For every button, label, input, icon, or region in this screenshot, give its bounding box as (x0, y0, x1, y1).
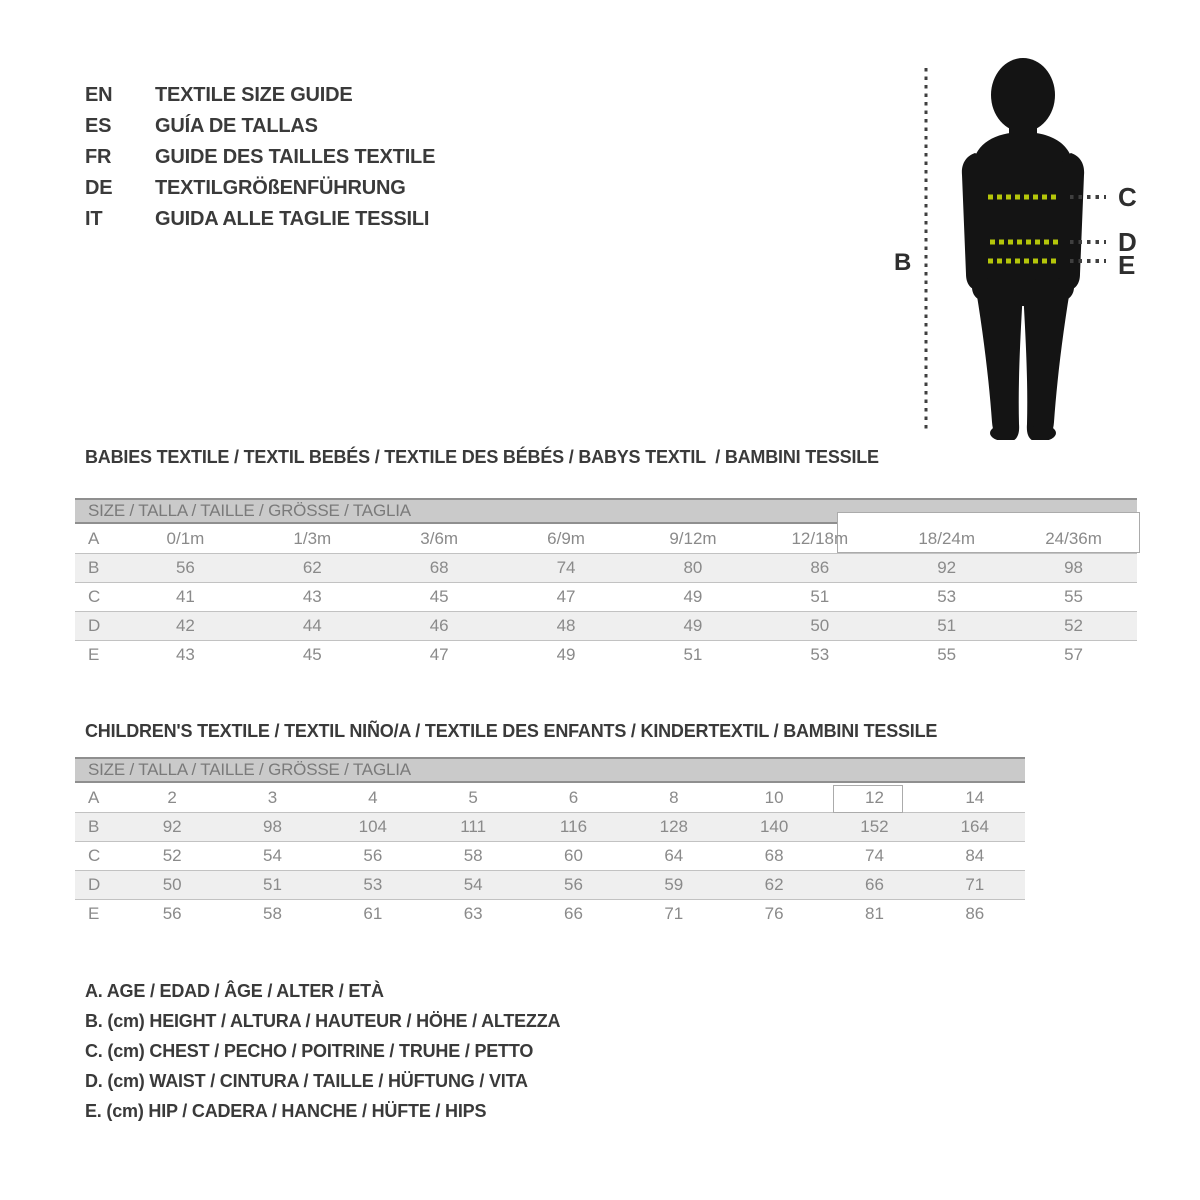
table-cell: 49 (683, 616, 703, 635)
table-cell: 45 (302, 645, 322, 664)
language-code: FR (85, 146, 112, 168)
table-cell: 51 (263, 875, 282, 894)
table-row-height (75, 812, 1025, 841)
table-cell: 54 (463, 875, 483, 894)
table-cell: 4 (368, 787, 378, 807)
table-cell: 50 (162, 875, 182, 894)
height-label-b: B (894, 249, 912, 276)
table-cell: 56 (162, 904, 182, 923)
language-row-en (85, 80, 435, 111)
table-cell: 52 (1064, 616, 1084, 635)
language-title: TEXTILE SIZE GUIDE (155, 84, 353, 106)
table-cell: 63 (463, 904, 483, 923)
legend-line-waist: D. (cm) WAIST / CINTURA / TAILLE / HÜFTUNG / VITA (85, 1070, 528, 1091)
table-cell: 3/6m (420, 528, 459, 548)
table-cell: 92 (162, 817, 182, 836)
table-cell: 116 (559, 817, 588, 836)
waist-label-d: D (1118, 227, 1137, 257)
table-cell: 57 (1064, 645, 1084, 664)
size-header-label: SIZE / TALLA / TAILLE / GRÖSSE / TAGLIA (88, 501, 411, 520)
table-cell: 51 (937, 616, 957, 635)
legend-line-chest: C. (cm) CHEST / PECHO / POITRINE / TRUHE / PETTO (85, 1040, 534, 1061)
children-section-title: CHILDREN'S TEXTILE / TEXTIL NIÑO/A / TEXTILE DES ENFANTS / KINDERTEXTIL / BAMBINI TESSILE (85, 721, 938, 741)
language-list (85, 80, 435, 235)
row-label: A (88, 787, 100, 807)
table-cell: 42 (175, 616, 195, 635)
table-cell: 60 (564, 846, 583, 865)
row-label: C (88, 846, 101, 865)
table-cell: 54 (263, 846, 282, 865)
table-cell: 53 (363, 875, 383, 894)
table-cell: 56 (363, 846, 383, 865)
language-code: EN (85, 84, 113, 106)
legend-line-age: A. AGE / EDAD / ÂGE / ALTER / ETÀ (85, 980, 384, 1001)
table-row-hip (75, 640, 1137, 669)
table-cell: 50 (810, 616, 830, 635)
table-cell: 56 (564, 875, 583, 894)
measurement-legend (85, 976, 560, 1126)
table-cell: 5 (468, 787, 478, 807)
table-cell: 46 (429, 616, 449, 635)
table-cell: 61 (363, 904, 383, 923)
row-label: D (88, 875, 101, 894)
children-size-table (75, 757, 1025, 928)
language-code: DE (85, 177, 113, 199)
size-header-label: SIZE / TALLA / TAILLE / GRÖSSE / TAGLIA (88, 760, 411, 779)
table-cell: 74 (556, 558, 576, 577)
legend-line-hip: E. (cm) HIP / CADERA / HANCHE / HÜFTE / HIPS (85, 1100, 487, 1121)
hip-label-e: E (1118, 250, 1136, 280)
table-cell: 3 (267, 787, 278, 807)
table-cell: 48 (556, 616, 576, 635)
table-cell: 9/12m (669, 528, 717, 548)
table-cell: 8 (669, 787, 679, 807)
language-title: TEXTILGRÖßENFÜHRUNG (155, 177, 406, 199)
table-cell: 111 (460, 817, 487, 836)
table-cell: 140 (759, 817, 789, 836)
table-cell: 43 (175, 645, 195, 664)
table-cell: 86 (810, 558, 830, 577)
table-row-hip (75, 899, 1025, 928)
language-row-it (85, 204, 435, 235)
table-cell: 6/9m (547, 528, 585, 548)
table-cell: 58 (463, 846, 483, 865)
table-cell: 2 (167, 787, 177, 807)
table-row-waist (75, 870, 1025, 899)
table-cell: 0/1m (166, 528, 205, 548)
table-cell: 12/18m (791, 528, 849, 548)
table-cell: 92 (937, 558, 957, 577)
row-label: E (88, 645, 100, 664)
table-cell: 64 (664, 846, 684, 865)
table-cell: 47 (429, 645, 449, 664)
table-cell: 80 (683, 558, 703, 577)
legend-line-height: B. (cm) HEIGHT / ALTURA / HAUTEUR / HÖHE / ALTEZZA (85, 1010, 561, 1031)
table-cell: 52 (162, 846, 182, 865)
language-row-es (85, 111, 435, 142)
table-cell: 68 (764, 846, 784, 865)
row-label: B (88, 558, 100, 577)
chest-label-c: C (1118, 182, 1137, 212)
table-cell: 41 (175, 587, 195, 606)
babies-section-title: BABIES TEXTILE / TEXTIL BEBÉS / TEXTILE DES BÉBÉS / BABYS TEXTIL / BAMBINI TESSILE (85, 447, 879, 467)
table-cell: 76 (764, 904, 784, 923)
table-cell: 164 (960, 817, 989, 836)
table-cell: 84 (965, 846, 985, 865)
language-code: ES (85, 115, 112, 137)
table-cell: 66 (865, 875, 884, 894)
language-title: GUÍA DE TALLAS (155, 115, 318, 137)
table-cell: 66 (564, 904, 583, 923)
table-cell: 1/3m (293, 528, 332, 548)
child-silhouette-diagram (880, 50, 1160, 440)
table-cell: 6 (568, 787, 579, 807)
children-table-header (75, 757, 1025, 783)
table-cell: 62 (764, 875, 784, 894)
table-cell: 59 (664, 875, 684, 894)
table-cell: 12 (865, 787, 884, 807)
table-row-waist (75, 611, 1137, 640)
table-row-chest (75, 582, 1137, 611)
row-label: C (88, 587, 101, 606)
row-label: B (88, 817, 100, 836)
child-silhouette-icon (962, 58, 1084, 440)
row-label: D (88, 616, 101, 635)
table-cell: 14 (965, 787, 985, 807)
table-cell: 51 (683, 645, 703, 664)
table-cell: 74 (865, 846, 884, 865)
table-cell: 53 (937, 587, 957, 606)
table-cell: 55 (1064, 587, 1084, 606)
table-cell: 49 (683, 587, 703, 606)
language-code: IT (85, 208, 103, 230)
table-cell: 10 (764, 787, 784, 807)
table-cell: 45 (429, 587, 449, 606)
table-cell: 98 (1064, 558, 1084, 577)
table-cell: 68 (429, 558, 449, 577)
table-cell: 104 (358, 817, 387, 836)
table-cell: 51 (810, 587, 830, 606)
language-row-de (85, 173, 435, 204)
language-row-fr (85, 142, 435, 173)
table-cell: 43 (302, 587, 322, 606)
table-cell: 55 (937, 645, 957, 664)
table-cell: 86 (965, 904, 985, 923)
table-cell: 81 (865, 904, 884, 923)
row-label: A (88, 528, 100, 548)
table-cell: 56 (175, 558, 195, 577)
table-cell: 71 (664, 904, 684, 923)
table-cell: 128 (659, 817, 688, 836)
table-row-height (75, 553, 1137, 582)
language-title: GUIDE DES TAILLES TEXTILE (155, 146, 436, 168)
table-cell: 152 (860, 817, 889, 836)
table-cell: 18/24m (918, 528, 976, 548)
language-title: GUIDA ALLE TAGLIE TESSILI (155, 208, 430, 230)
table-cell: 53 (810, 645, 830, 664)
table-cell: 62 (302, 558, 322, 577)
row-label: E (88, 904, 100, 923)
table-cell: 47 (556, 587, 576, 606)
table-row-chest (75, 841, 1025, 870)
table-cell: 49 (556, 645, 576, 664)
table-cell: 98 (263, 817, 282, 836)
table-cell: 44 (302, 616, 322, 635)
table-cell: 71 (965, 875, 985, 894)
table-cell: 58 (263, 904, 282, 923)
table-cell: 24/36m (1045, 528, 1102, 548)
